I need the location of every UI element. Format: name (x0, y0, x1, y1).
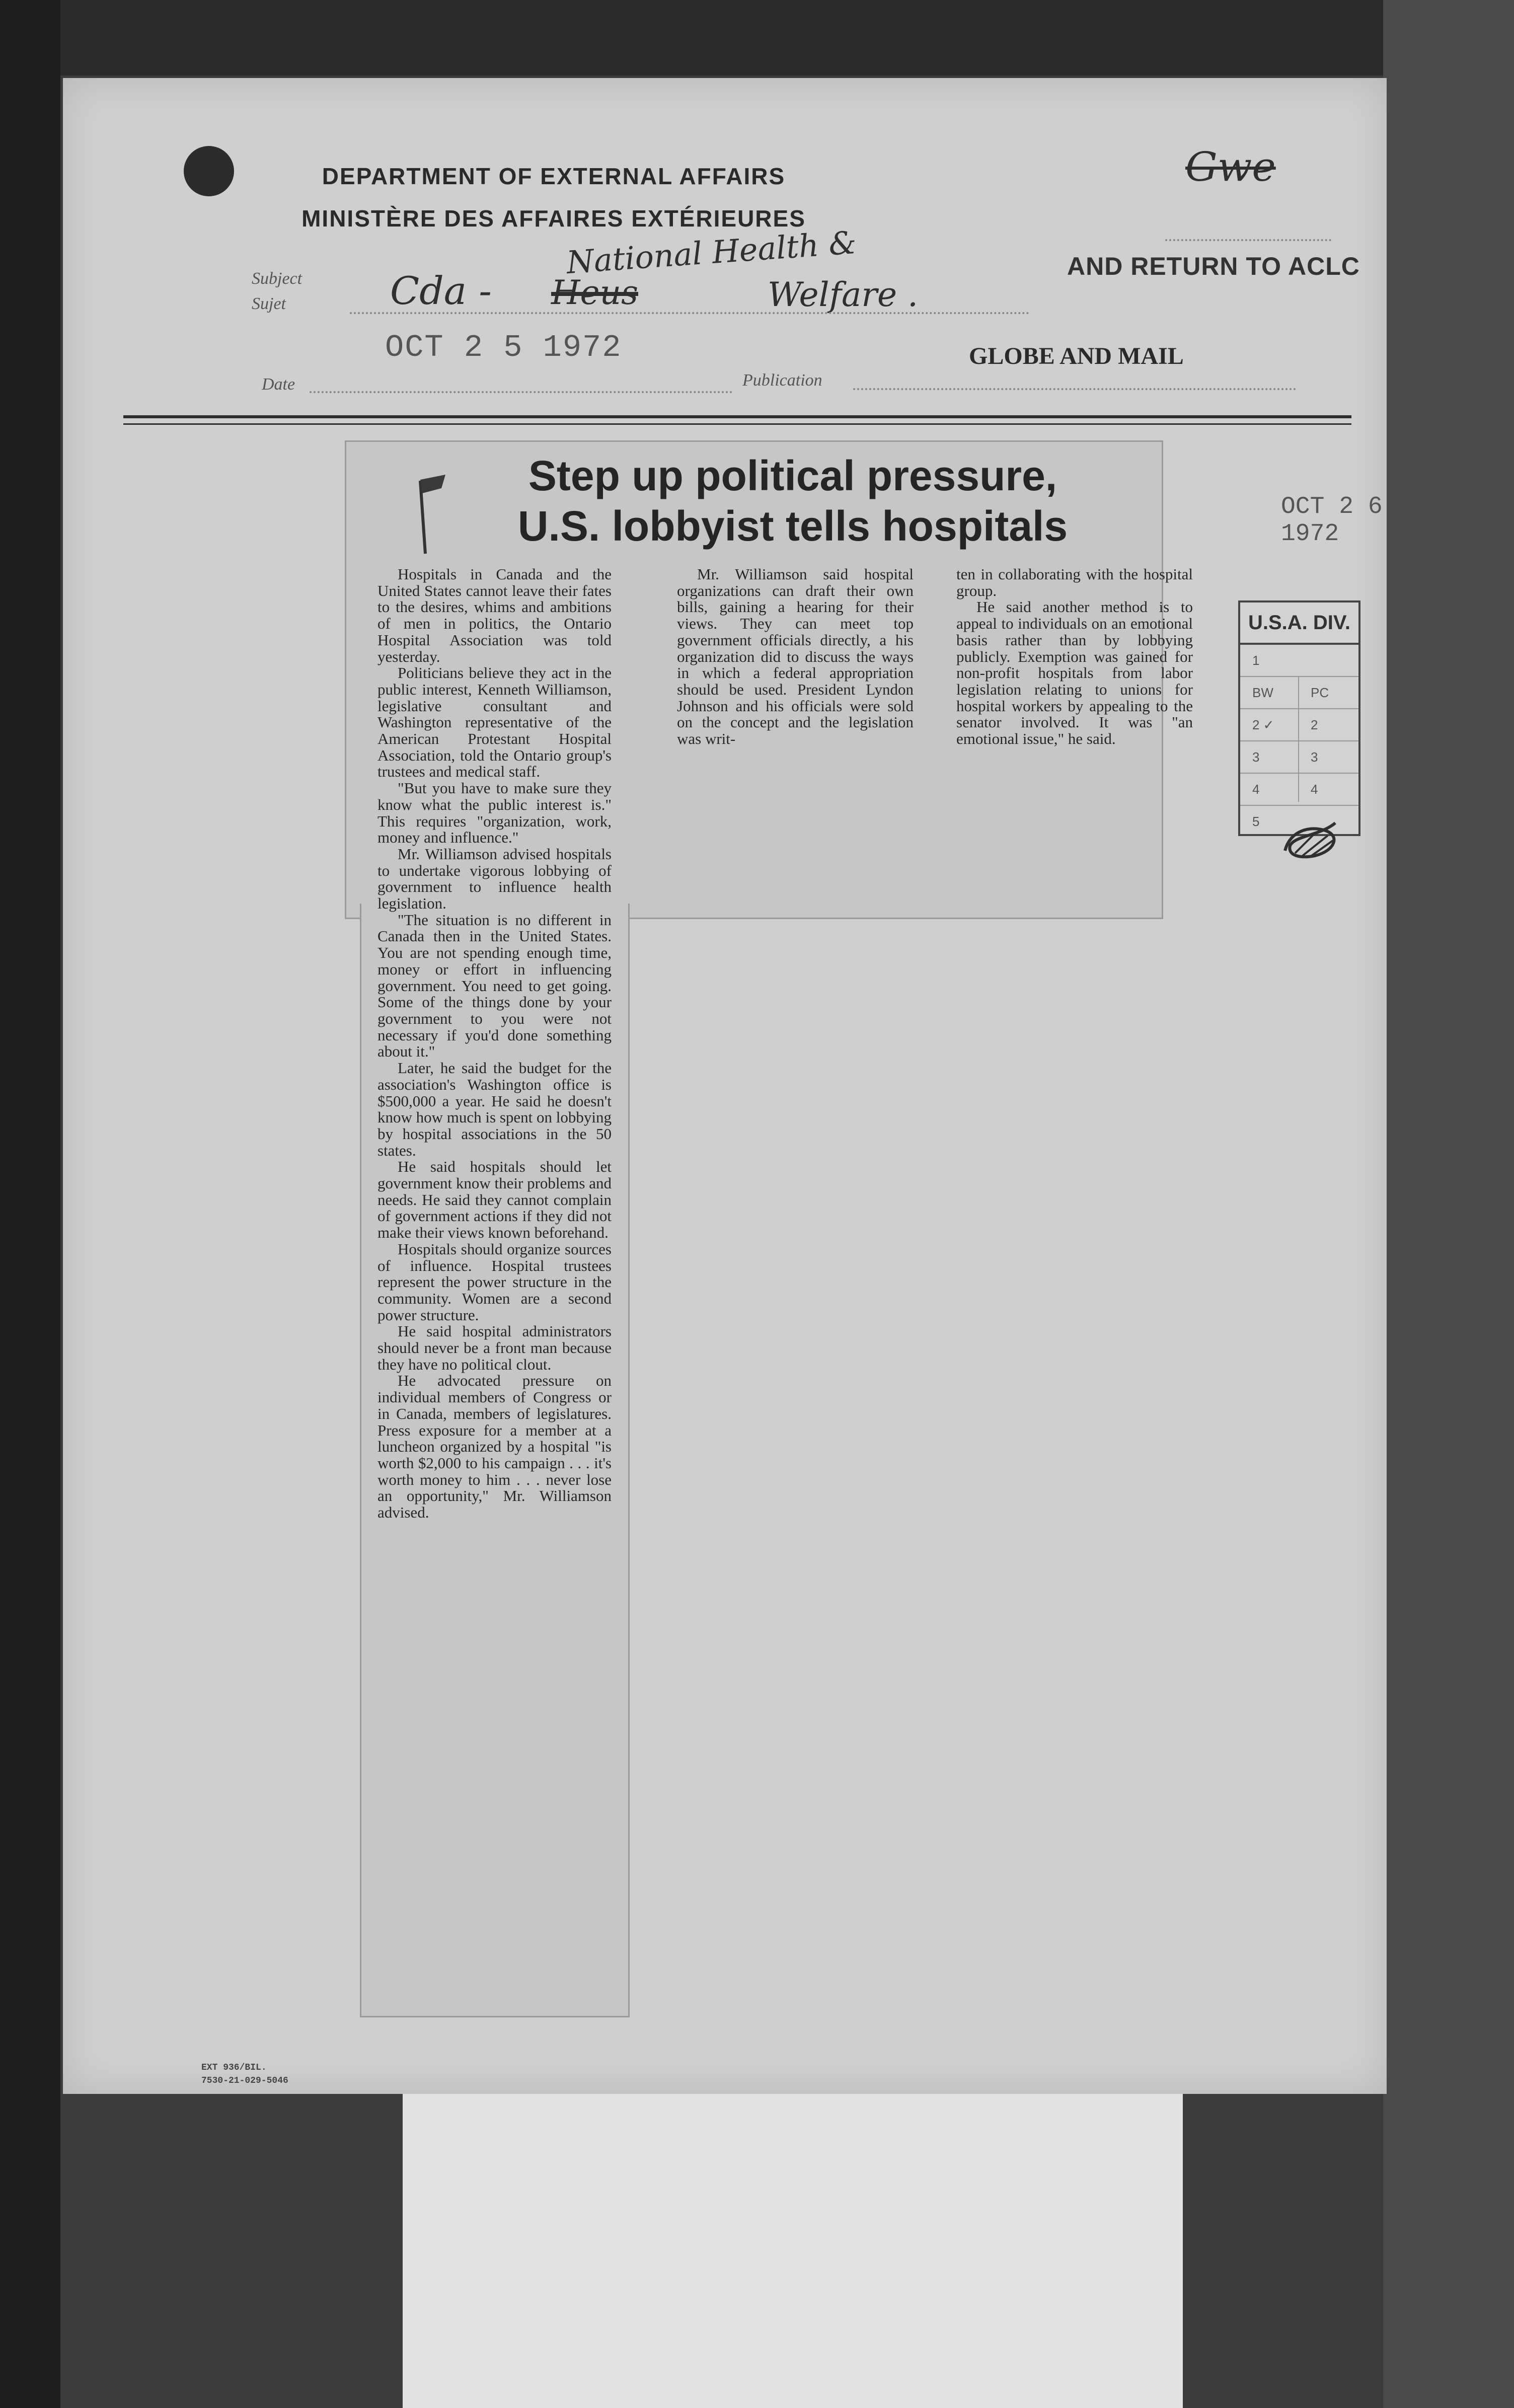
routing-row (1240, 677, 1358, 709)
received-date-stamp: OCT 2 6 1972 (1281, 493, 1383, 548)
paragraph: He said hospital administrators should never be a front man because they have no political clout. (377, 1322, 612, 1373)
paragraph: ten in collaborating with the hospital group. (956, 565, 1193, 599)
routing-row (1240, 709, 1358, 741)
publication-line (853, 388, 1296, 390)
form-code (201, 2061, 288, 2087)
routing-cell: 5 (1252, 814, 1260, 829)
routing-box-title: U.S.A. DIV. (1240, 603, 1358, 645)
routing-divider (1298, 676, 1299, 802)
paragraph: He said hospitals should let government know their problems and needs. He said they cannot complain of government actions if they did not make their views known beforehand. (377, 1158, 612, 1242)
form-code-line-2: 7530-21-029-5046 (201, 2076, 288, 2086)
return-to-stamp: AND RETURN TO ACLC (1067, 252, 1360, 280)
headline-line-1: Step up political pressure, (528, 452, 1057, 499)
date-label: Date (262, 375, 295, 394)
subject-line (350, 312, 1029, 314)
film-border-top (0, 0, 1514, 76)
routing-cell: 3 (1252, 749, 1260, 765)
subject-label: Subject (252, 269, 302, 288)
paragraph: Politicians believe they act in the public interest, Kenneth Williamson, legislative consultant and Washington representative of the American Protestant Hospital Association, told the Ontario group's trustees and medical staff. (377, 664, 612, 781)
header-rule-thin (123, 423, 1351, 425)
date-stamp: OCT 2 5 1972 (385, 330, 622, 365)
subject-handwritten-welfare: Welfare . (768, 275, 918, 314)
paragraph: "The situation is no different in Canada then in the United States. You are not spending enough time, money or effort in influencing government. You need to get going. Some of the things done by your government to you were not necessary if you'd done something about it." (377, 911, 612, 1061)
sujet-label: Sujet (252, 294, 286, 313)
department-name-en: DEPARTMENT OF EXTERNAL AFFAIRS (322, 163, 786, 189)
routing-grid (1240, 645, 1358, 837)
file-code-handwritten: Gwe (1185, 143, 1276, 190)
clipping-sheet (63, 78, 1387, 2094)
publication-stamp: GLOBE AND MAIL (969, 343, 1184, 369)
film-border-left (0, 0, 60, 2408)
routing-cell: 4 (1311, 782, 1318, 797)
routing-cell: 4 (1252, 782, 1260, 797)
subject-handwritten-cda: Cda - (390, 268, 492, 313)
subject-handwritten-struck: Heus (551, 273, 638, 312)
film-border-right (1383, 0, 1514, 2408)
routing-cell: 2 ✓ (1252, 717, 1274, 732)
handwritten-initials-icon (1280, 815, 1345, 861)
date-line (310, 391, 732, 393)
routing-cell: BW (1252, 685, 1273, 700)
routing-row (1240, 645, 1358, 677)
paragraph: Mr. Williamson said hospital organizations can draft their own bills, gaining a hearing for their views. They can meet top government officials directly, a his organization did to discuss the ways in which a federal appropriation should be used. President Lyndon Johnson and his officials were sold on the concept and the legislation was writ- (677, 565, 914, 748)
headline-line-2: U.S. lobbyist tells hospitals (517, 502, 1068, 550)
subject-handwritten-top: National Health & (565, 223, 858, 281)
header-rule-thick (123, 415, 1351, 418)
paragraph: "But you have to make sure they know what the public interest is." This requires "organization, work, money and influence." (377, 779, 612, 847)
routing-cell: 3 (1311, 749, 1318, 765)
article-headline (445, 450, 1140, 551)
department-name-fr: MINISTÈRE DES AFFAIRES EXTÉRIEURES (301, 205, 806, 232)
paragraph: Later, he said the budget for the association's Washington office is $500,000 a year. He said he doesn't know how much is spent on lobbying by hospital associations in the 50 states. (377, 1059, 612, 1159)
form-code-line-1: EXT 936/BIL. (201, 2063, 267, 2073)
article-column-3 (956, 566, 1193, 747)
routing-cell: PC (1311, 685, 1329, 700)
paragraph: Hospitals in Canada and the United States cannot leave their fates to the desires, whims and ambitions of men in politics, the Ontario Hospital Association was told yesterday. (377, 565, 612, 665)
routing-row (1240, 774, 1358, 806)
article-column-2 (677, 566, 914, 747)
file-code-line (1165, 239, 1331, 241)
routing-row (1240, 741, 1358, 774)
routing-cell: 2 (1311, 717, 1318, 732)
routing-cell: 1 (1252, 653, 1260, 668)
paragraph: He said another method is to appeal to individuals on an emotional basis rather than by lobbying publicly. Exemption was gained for non-profit hospitals from labor legislation relating to unions for hospital workers by appealing to the senator involved. It was "an emotional issue," he said. (956, 598, 1193, 748)
paragraph: He advocated pressure on individual members of Congress or in Canada, members of legislatures. Press exposure for a member at a luncheon organized by a hospital "is worth $2,000 to his campaign . . . it's worth money to him . . . never lose an opportunity," Mr. Williamson advised. (377, 1372, 612, 1522)
publication-label: Publication (742, 371, 822, 390)
mount-card-bottom (403, 2094, 1183, 2408)
article-column-1 (377, 566, 612, 1521)
paragraph: Mr. Williamson advised hospitals to undertake vigorous lobbying of government to influence health legislation. (377, 845, 612, 913)
paragraph: Hospitals should organize sources of influence. Hospital trustees represent the power structure in the community. Women are a second power structure. (377, 1240, 612, 1324)
routing-box (1238, 600, 1360, 836)
